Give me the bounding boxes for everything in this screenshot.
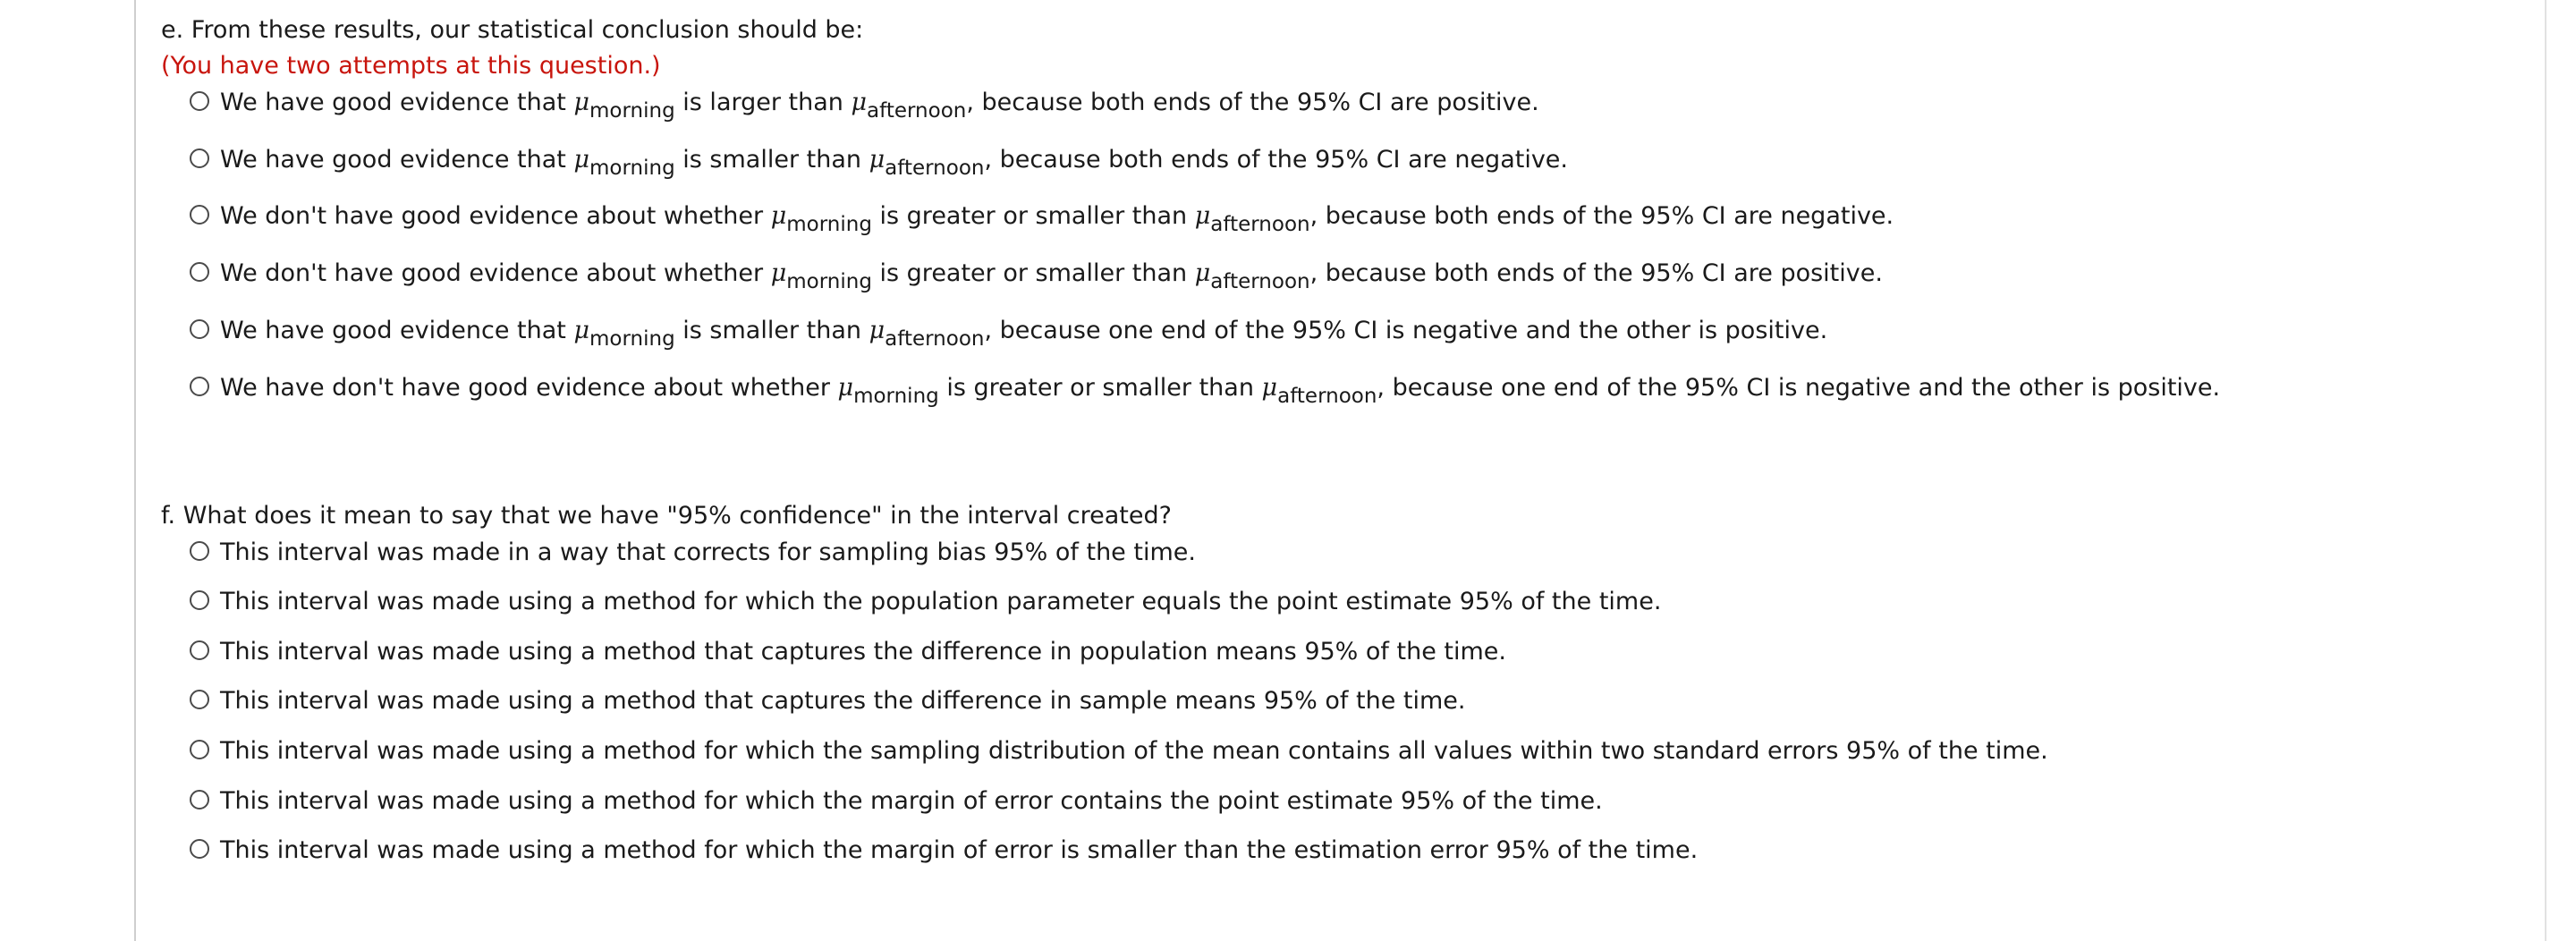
radio-button[interactable] (190, 205, 209, 225)
question-f-prompt: f. What does it mean to say that we have "95% confidence" in the interval created? (161, 502, 1172, 530)
option-text: We don't have good evidence about whether μmorning is greater or smaller than μafternoon, because both ends of the 95% CI are negative. (220, 201, 1894, 236)
question-e-option-2[interactable] (190, 141, 1569, 180)
radio-button[interactable] (190, 740, 209, 759)
radio-button[interactable] (190, 690, 209, 709)
question-f-option-1[interactable] (190, 534, 1196, 570)
radio-button[interactable] (190, 839, 209, 859)
option-text: We have good evidence that μmorning is smaller than μafternoon, because one end of the 95% CI is negative and the other is positive. (220, 316, 1828, 351)
question-e-option-6[interactable] (190, 369, 2221, 408)
question-e-option-3[interactable] (190, 198, 1894, 236)
radio-button[interactable] (190, 590, 209, 610)
question-f-option-5[interactable] (190, 733, 2048, 768)
question-f-option-4[interactable] (190, 682, 1466, 718)
attempts-note: (You have two attempts at this question.) (161, 52, 661, 80)
option-text: This interval was made in a way that corrects for sampling bias 95% of the time. (220, 538, 1196, 566)
question-e-option-4[interactable] (190, 255, 1883, 291)
question-f-option-7[interactable] (190, 832, 1698, 868)
radio-button[interactable] (190, 377, 209, 396)
option-text: We have good evidence that μmorning is larger than μafternoon, because both ends of the 95% CI are positive. (220, 88, 1539, 123)
question-f-option-6[interactable] (190, 783, 1603, 818)
question-e-option-5[interactable] (190, 312, 1828, 351)
option-text: This interval was made using a method for which the population parameter equals the point estimate 95% of the time. (220, 587, 1662, 615)
option-text: We don't have good evidence about whether μmorning is greater or smaller than μafternoon, because both ends of the 95% CI are positive. (220, 259, 1883, 293)
question-f-option-2[interactable] (190, 583, 1661, 619)
radio-button[interactable] (190, 319, 209, 339)
option-text: This interval was made using a method that captures the difference in population means 95% of the time. (220, 637, 1507, 665)
option-text: We have don't have good evidence about whether μmorning is greater or smaller than μafternoon, because one end of the 95% CI is negative and the other is positive. (220, 373, 2221, 408)
content-left-border (134, 0, 136, 941)
option-text: We have good evidence that μmorning is smaller than μafternoon, because both ends of the 95% CI are negative. (220, 145, 1569, 180)
option-text: This interval was made using a method for which the margin of error is smaller than the estimation error 95% of the time. (220, 835, 1699, 864)
radio-button[interactable] (190, 790, 209, 810)
question-e-prompt: e. From these results, our statistical conclusion should be: (161, 16, 864, 44)
option-text: This interval was made using a method for which the margin of error contains the point estimate 95% of the time. (220, 786, 1603, 815)
radio-button[interactable] (190, 640, 209, 660)
question-e-option-1[interactable] (190, 84, 1539, 123)
radio-button[interactable] (190, 148, 209, 168)
radio-button[interactable] (190, 262, 209, 282)
content-right-border (2545, 0, 2546, 941)
question-f-option-3[interactable] (190, 633, 1506, 669)
option-text: This interval was made using a method for which the sampling distribution of the mean contains all values within two standard errors 95% of the time. (220, 736, 2048, 765)
radio-button[interactable] (190, 91, 209, 111)
option-text: This interval was made using a method that captures the difference in sample means 95% of the time. (220, 686, 1466, 715)
radio-button[interactable] (190, 541, 209, 561)
